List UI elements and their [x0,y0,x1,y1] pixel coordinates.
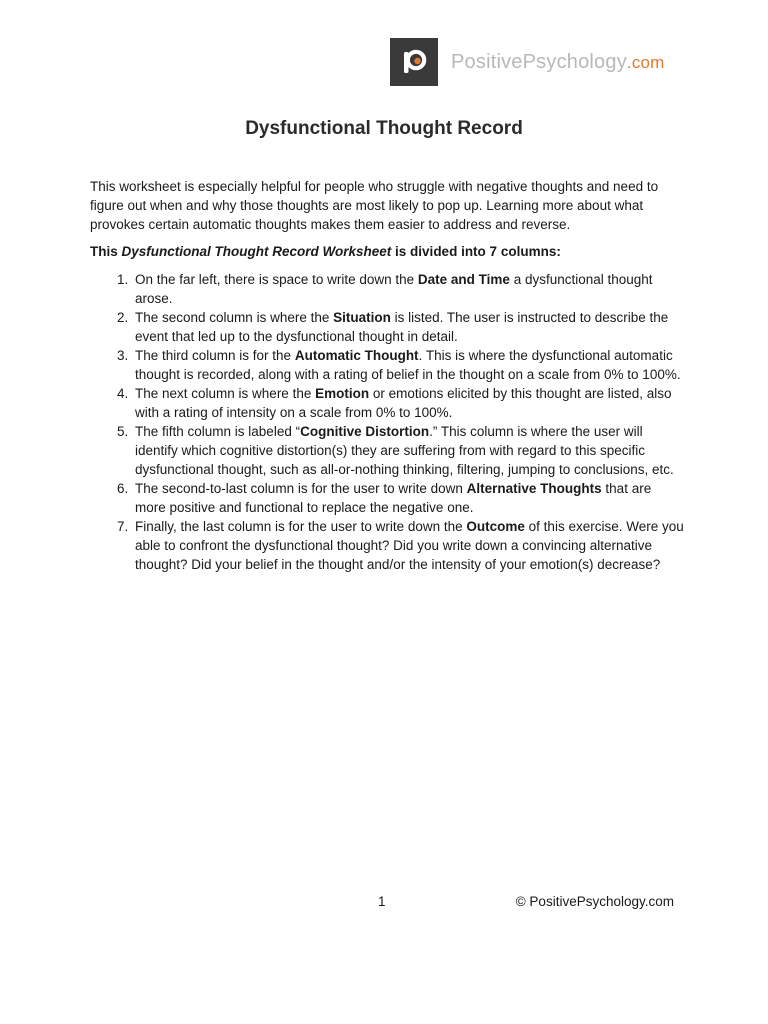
list-item-term: Situation [333,310,391,325]
list-item-term: Automatic Thought [294,348,419,363]
list-item [90,346,684,384]
logo-p-icon [390,38,438,86]
list-item [90,517,684,574]
copyright-notice: © PositivePsychology.com [515,894,674,909]
list-item-number: 7. [117,519,129,534]
list-item-text: or emotions elicited by this thought are listed, also with a rating of intensity on a scale from 0% to 100%. [135,386,672,420]
list-item-number: 1. [117,272,129,287]
list-item [90,384,684,422]
list-item-text: . This is where the dysfunctional automatic thought is recorded, along with a rating of belief in the thought on a scale from 0% to 100%. [135,348,681,382]
list-item-number: 3. [117,348,129,363]
columns-lead [90,242,684,261]
positive-psychology-logo [390,38,665,86]
list-item-text: The second column is where the [135,310,334,325]
list-item-text: a dysfunctional thought arose. [135,272,653,306]
list-item-text: .” This column is where the user will identify which cognitive distortion(s) they are suffering from with regard to this specific dysfunctional thought, such as all-or-nothing thinking, filtering, jumping to conclusions, etc. [135,424,674,477]
list-item-number: 4. [117,386,129,401]
column-list [90,270,684,574]
list-item [90,270,684,308]
lead-suffix: is divided into 7 columns: [391,244,561,259]
page-number: 1 [378,894,386,909]
list-item-number: 2. [117,310,129,325]
list-item [90,479,684,517]
list-item-term: Date and Time [417,272,510,287]
list-item-term: Emotion [315,386,370,401]
list-item-term: Alternative Thoughts [466,481,602,496]
list-item-number: 5. [117,424,129,439]
list-item [90,422,684,479]
logo-wordmark [451,51,665,74]
list-item-text: of this exercise. Were you able to confront the dysfunctional thought? Did you write down a convincing alternative thought? Did your belief in the thought and/or the intensity of your emotion(s) decrease? [135,519,684,572]
logo-tld: .com [626,52,665,72]
list-item-text: On the far left, there is space to write down the [135,272,418,287]
lead-worksheet-name: Dysfunctional Thought Record Worksheet [121,244,392,259]
intro-paragraph: This worksheet is especially helpful for people who struggle with negative thoughts and need to figure out when and why those thoughts are most likely to pop up. Learning more about what provokes certain automatic thoughts makes them easier to address and reverse. [90,179,659,232]
list-item-text: that are more positive and functional to replace the negative one. [135,481,652,515]
list-item [90,308,684,346]
logo-brand: PositivePsychology [451,50,627,73]
list-item-text: The third column is for the [135,348,295,363]
document-title: Dysfunctional Thought Record [245,118,523,139]
list-item-text: The next column is where the [135,386,316,401]
list-item-number: 6. [117,481,129,496]
list-item-term: Cognitive Distortion [300,424,430,439]
lead-prefix: This [90,244,122,259]
list-item-text: Finally, the last column is for the user to write down the [135,519,467,534]
list-item-text: The second-to-last column is for the user to write down [135,481,467,496]
list-item-text: is listed. The user is instructed to describe the event that led up to the dysfunctional thought in detail. [135,310,669,344]
list-item-text: The fifth column is labeled “ [135,424,301,439]
list-item-term: Outcome [466,519,525,534]
